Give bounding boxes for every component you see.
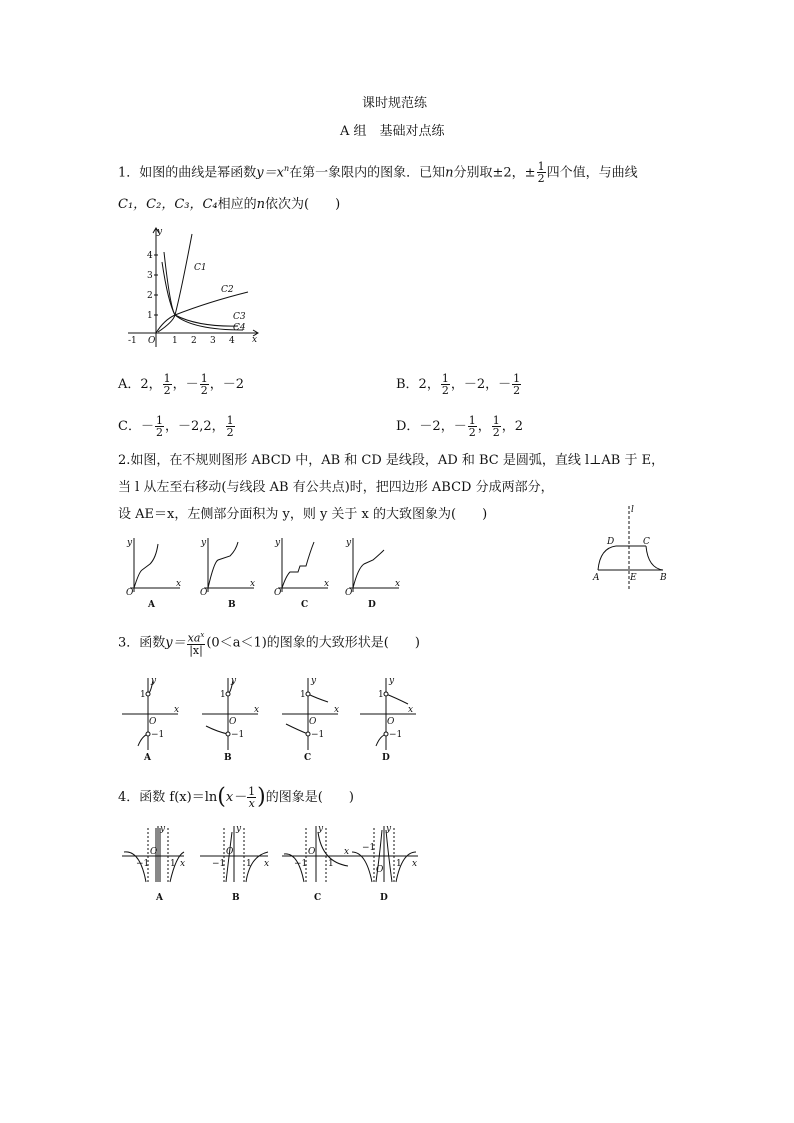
x-tick: 4 <box>229 336 235 346</box>
y-axis-label: y <box>386 824 392 834</box>
tick-one: 1 <box>396 859 402 869</box>
y-tick: 4 <box>147 251 153 261</box>
question-2-line-3: 设 AE＝x，左侧部分面积为 y，则 y 关于 x 的大致图象为( ) <box>118 507 488 522</box>
tick-one: 1 <box>328 859 334 869</box>
y-tick: 3 <box>147 271 153 281</box>
y-axis-label: y <box>236 824 242 834</box>
question-2-line-1: 2.如图，在不规则图形 ABCD 中，AB 和 CD 是线段，AD 和 BC 是圆弧，直线 l⊥AB 于 E， <box>118 453 665 468</box>
tick-one: 1 <box>220 690 226 700</box>
question-2-graphs <box>118 532 418 612</box>
origin-label: O <box>149 717 157 727</box>
x-axis-label: x <box>412 859 418 869</box>
origin-label: O <box>148 336 156 346</box>
caption-d: D <box>368 600 376 610</box>
y-axis-label: y <box>311 676 317 686</box>
label-c: C <box>643 537 650 547</box>
origin-label: O <box>309 717 317 727</box>
arc-bc <box>646 546 663 570</box>
tick-minus-one: −1 <box>389 730 403 740</box>
caption-a: A <box>144 753 151 763</box>
graph-a-curve <box>134 544 158 588</box>
page-title: 课时规范练 <box>362 96 428 111</box>
y-axis-label: y <box>389 676 395 686</box>
fraction-half: $\frac{1}{2}$ <box>537 160 545 186</box>
question-1-line-2: C₁，C₂，C₃，C₄相应的n依次为( ) <box>118 197 341 212</box>
question-4-graphs <box>118 822 423 907</box>
curve-label: C1 <box>194 263 207 273</box>
question-3-graphs <box>118 672 418 764</box>
x-axis-label: x <box>174 705 180 715</box>
graph-d-curve <box>353 550 384 588</box>
label-e: E <box>630 573 637 583</box>
tick-one: 1 <box>378 690 384 700</box>
caption-a: A <box>156 893 163 903</box>
y-tick: 2 <box>147 291 153 301</box>
label-a: A <box>593 573 600 583</box>
origin-label: O <box>274 588 282 598</box>
graph-b-curve <box>208 542 238 588</box>
group-heading: A 组 基础对点练 <box>340 124 445 139</box>
x-axis-label: x <box>324 579 330 589</box>
caption-c: C <box>314 893 322 903</box>
origin-label: O <box>226 847 234 857</box>
x-axis-label: x <box>395 579 401 589</box>
tick-minus-one: −1 <box>294 859 308 869</box>
question-1-line-1: 1．如图的曲线是幂函数$y=x^n$在第一象限内的图象．已知n分别取±2，± $\frac{1}{2}$ 四个值，与曲线 <box>118 160 638 186</box>
option-a[interactable]: A．2， $\frac{1}{2}$ ，－ $\frac{1}{2}$ ，－2 <box>118 372 244 397</box>
y-axis-label: y <box>318 824 324 834</box>
caption-b: B <box>224 753 232 763</box>
caption-b: B <box>228 600 236 610</box>
curve-c1 <box>158 234 192 332</box>
tick-one: 1 <box>246 859 252 869</box>
tick-one: 1 <box>140 690 146 700</box>
y-axis-label: y <box>201 538 207 548</box>
x-axis-label: x <box>180 859 186 869</box>
caption-c: C <box>304 753 312 763</box>
fraction-xa-x: $\frac{xa^x}{|x|}$ <box>187 631 205 657</box>
origin-label: O <box>229 717 237 727</box>
caption-d: D <box>382 753 390 763</box>
origin-label: O <box>150 847 158 857</box>
tick-minus-one: −1 <box>362 843 376 853</box>
y-axis-label: y <box>160 824 166 834</box>
graph-c-curve <box>282 542 314 588</box>
origin-label: O <box>200 588 208 598</box>
question-4-line: 4．函数 f(x)＝ln(x－ $\frac{1}{x}$ )的图象是( ) <box>118 784 354 810</box>
x-axis-label: x <box>334 705 340 715</box>
origin-label: O <box>376 865 384 875</box>
x-axis-label: x <box>264 859 270 869</box>
tick-minus-one: −1 <box>151 730 165 740</box>
curve-label: C2 <box>221 285 234 295</box>
x-axis-label: x <box>176 579 182 589</box>
curve-label: C4 <box>233 323 246 333</box>
x-axis-label: x <box>252 335 258 345</box>
y-axis-label: y <box>127 538 133 548</box>
x-axis-label: x <box>254 705 260 715</box>
y-tick: 1 <box>147 311 153 321</box>
caption-c: C <box>301 600 309 610</box>
tick-one: 1 <box>300 690 306 700</box>
tick-minus-one: −1 <box>231 730 245 740</box>
origin-label: O <box>308 847 316 857</box>
y-axis-label: y <box>346 538 352 548</box>
origin-label: O <box>345 588 353 598</box>
y-axis-label: y <box>157 227 163 237</box>
caption-a: A <box>148 600 155 610</box>
origin-label: O <box>387 717 395 727</box>
caption-b: B <box>232 893 240 903</box>
tick-one: 1 <box>170 859 176 869</box>
x-tick: 1 <box>172 336 178 346</box>
tick-minus-one: −1 <box>212 859 226 869</box>
label-d: D <box>607 537 615 547</box>
x-tick: 3 <box>210 336 216 346</box>
x-tick: 2 <box>191 336 197 346</box>
curve-label: C3 <box>233 312 246 322</box>
y-axis-label: y <box>151 676 157 686</box>
irregular-shape-figure <box>588 500 678 595</box>
tick-minus-one: −1 <box>311 730 325 740</box>
question-2-line-2: 当 l 从左至右移动(与线段 AB 有公共点)时，把四边形 ABCD 分成两部分， <box>118 480 554 495</box>
caption-d: D <box>380 893 388 903</box>
x-axis-label: x <box>250 579 256 589</box>
question-3-line: 3．函数y＝ $\frac{xa^x}{|x|}$ (0＜a＜1)的图象的大致形状是( ) <box>118 631 420 657</box>
label-b: B <box>660 573 667 583</box>
option-d[interactable]: D．－2，－ $\frac{1}{2}$ ， $\frac{1}{2}$ ，2 <box>396 414 523 439</box>
origin-label: O <box>126 588 134 598</box>
y-axis-label: y <box>231 676 237 686</box>
power-function-figure <box>118 222 268 352</box>
label-l: l <box>631 505 634 515</box>
x-tick: -1 <box>128 336 137 346</box>
x-axis-label: x <box>344 847 350 857</box>
option-c[interactable]: C．－ $\frac{1}{2}$ ，－2,2， $\frac{1}{2}$ <box>118 414 234 439</box>
arc-ad <box>598 546 616 570</box>
tick-minus-one: −1 <box>136 859 150 869</box>
option-b[interactable]: B．2， $\frac{1}{2}$ ，－2，－ $\frac{1}{2}$ <box>396 372 521 397</box>
y-axis-label: y <box>275 538 281 548</box>
x-axis-label: x <box>408 705 414 715</box>
